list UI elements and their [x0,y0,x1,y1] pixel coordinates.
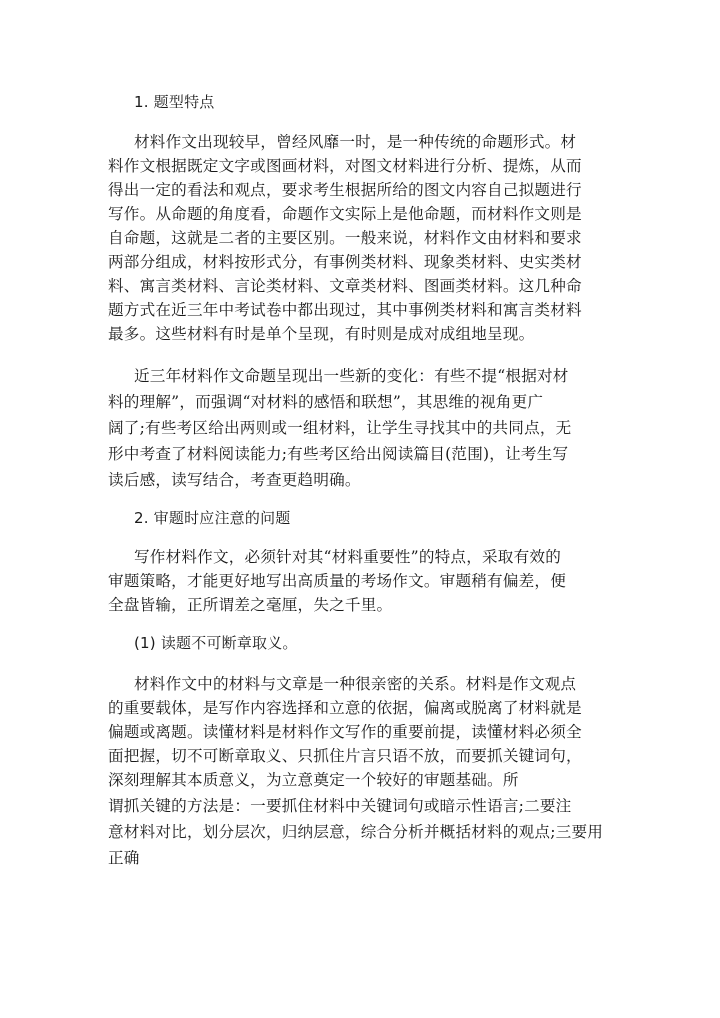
paragraph-line: 审题策略，才能更好地写出高质量的考场作文。审题稍有偏差，便 [108,572,567,590]
paragraph-line: 材料作文中的材料与文章是一种很亲密的关系。材料是作文观点 [134,675,577,693]
paragraph-line: 阔了;有些考区给出两则或一组材料，让学生寻找其中的共同点，无 [108,419,572,437]
paragraph-line: 写作。从命题的角度看，命题作文实际上是他命题，而材料作文则是 [108,205,582,223]
paragraph-line: 意材料对比，划分层次，归纳层意，综合分析并概括材料的观点;三要用 [108,823,604,841]
paragraph-line: 面把握，切不可断章取义、只抓住片言只语不放，而要抓关键词句， [108,747,582,765]
paragraph-line: 料、寓言类材料、言论类材料、文章类材料、图画类材料。这几种命 [108,277,582,295]
paragraph-line: 的重要载体，是写作内容选择和立意的依据，偏离或脱离了材料就是 [108,699,582,717]
paragraph-line: 得出一定的看法和观点，要求考生根据所给的图文内容自己拟题进行 [108,181,582,199]
paragraph-line: 写作材料作文，必须针对其“材料重要性”的特点，采取有效的 [134,548,561,566]
paragraph-line: 两部分组成，材料按形式分，有事例类材料、现象类材料、史实类材 [108,253,582,271]
paragraph-line: 深刻理解其本质意义，为立意奠定一个较好的审题基础。所 [108,771,519,789]
paragraph-line: 料作文根据既定文字或图画材料，对图文材料进行分析、提炼，从而 [108,157,582,175]
paragraph-line: 最多。这些材料有时是单个呈现，有时则是成对成组地呈现。 [108,325,535,343]
section-heading-2: 2. 审题时应注意的问题 [134,509,291,527]
paragraph-line: 材料作文出现较早，曾经风靡一时，是一种传统的命题形式。材 [134,133,577,151]
section-heading-1: 1. 题型特点 [134,93,215,111]
paragraph-line: 题方式在近三年中考试卷中都出现过，其中事例类材料和寓言类材料 [108,301,582,319]
paragraph-line: 近三年材料作文命题呈现出一些新的变化：有些不提“根据对材 [134,367,569,385]
paragraph-line: 读后感，读写结合，考查更趋明确。 [108,471,361,489]
paragraph-line: 正确 [108,849,140,867]
paragraph-line: 自命题，这就是二者的主要区别。一般来说，材料作文由材料和要求 [108,229,582,247]
paragraph-line: 形中考查了材料阅读能力;有些考区给出阅读篇目(范围)，让考生写 [108,445,569,463]
paragraph-line: 谓抓关键的方法是：一要抓住材料中关键词句或暗示性语言;二要注 [108,797,572,815]
subsection-heading: (1) 读题不可断章取义。 [134,634,298,652]
paragraph-line: 全盘皆输，正所谓差之毫厘，失之千里。 [108,596,393,614]
paragraph-line: 料的理解”，而强调“对材料的感悟和联想”，其思维的视角更广 [108,393,544,411]
paragraph-line: 偏题或离题。读懂材料是材料作文写作的重要前提，读懂材料必须全 [108,723,582,741]
